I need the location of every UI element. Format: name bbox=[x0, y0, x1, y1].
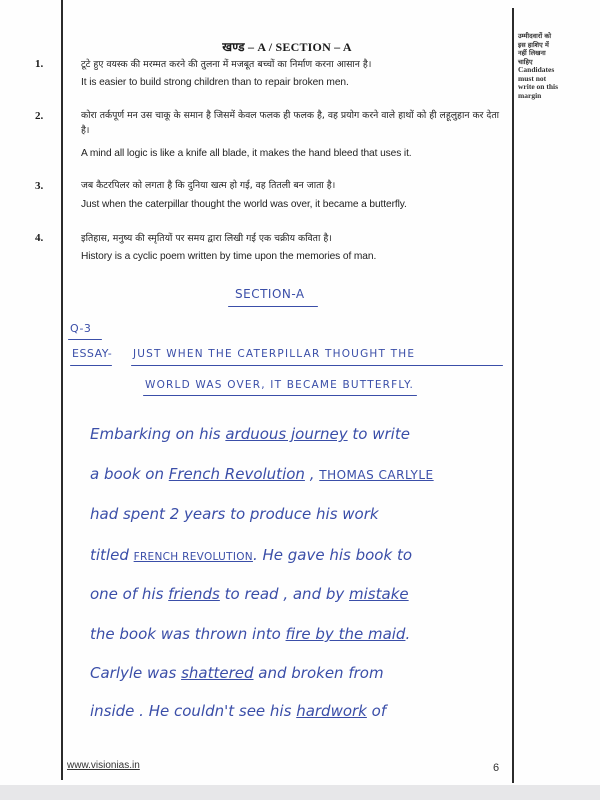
right-margin-rule bbox=[512, 8, 514, 783]
essay-text-underlined: fire by the maid bbox=[285, 625, 406, 643]
essay-text: and broken from bbox=[253, 664, 384, 682]
essay-text: . bbox=[405, 625, 411, 643]
essay-line bbox=[90, 465, 434, 483]
essay-text-underlined: arduous journey bbox=[225, 425, 348, 443]
essay-line bbox=[90, 546, 412, 564]
essay-text: one of his bbox=[90, 585, 169, 603]
essay-text: a book on bbox=[90, 465, 169, 483]
essay-text: Embarking on his bbox=[90, 425, 226, 443]
question-hindi: इतिहास, मनुष्य की स्मृतियों पर समय द्वारा लिखी गई एक चक्रीय कविता है। bbox=[81, 233, 332, 244]
underline bbox=[143, 395, 417, 396]
essay-text: Carlyle was bbox=[90, 664, 182, 682]
essay-text: titled bbox=[90, 546, 134, 564]
essay-text: . He gave his book to bbox=[252, 546, 412, 564]
footer-website-link[interactable]: www.visionias.in bbox=[67, 760, 140, 771]
handwritten-essay-title-line2: WORLD WAS OVER, IT BECAME BUTTERFLY. bbox=[145, 379, 415, 391]
essay-text-underlined: THOMAS CARLYLE bbox=[319, 468, 434, 482]
margin-instruction bbox=[518, 32, 598, 100]
underline bbox=[131, 365, 503, 366]
question-hindi: जब कैटरपिलर को लगता है कि दुनिया खत्म हो गई, वह तितली बन जाता है। bbox=[81, 180, 336, 191]
question-hindi: कोरा तर्कपूर्ण मन उस चाकू के समान है जिसमें केवल फलक ही फलक है, वह प्रयोग करने वाले हाथों को ही लहूलुहान कर देता है। bbox=[81, 110, 500, 136]
underline bbox=[68, 339, 102, 340]
essay-text: of bbox=[366, 702, 387, 720]
essay-text: inside . He couldn't see his bbox=[90, 702, 297, 720]
essay-text-underlined: French Revolution bbox=[168, 465, 305, 483]
question-number: 4. bbox=[35, 232, 44, 244]
essay-line bbox=[90, 664, 384, 682]
essay-text: , bbox=[304, 465, 320, 483]
essay-text: to read , and by bbox=[219, 585, 350, 603]
essay-text-underlined: hardwork bbox=[296, 702, 367, 720]
essay-text-underlined: FRENCH REVOLUTION bbox=[133, 551, 253, 563]
question-english: It is easier to build strong children than to repair broken men. bbox=[81, 77, 349, 88]
question-hindi: टूटे हुए वयस्क की मरम्मत करने की तुलना में मजबूत बच्चों का निर्माण करना आसान है। bbox=[81, 59, 372, 70]
handwritten-question-label: Q-3 bbox=[70, 322, 92, 335]
essay-line bbox=[90, 585, 409, 603]
essay-line bbox=[90, 625, 410, 643]
handwritten-section-label: SECTION-A bbox=[235, 287, 305, 301]
essay-text-underlined: mistake bbox=[349, 585, 409, 603]
left-margin-rule bbox=[61, 0, 63, 780]
handwritten-essay-label: ESSAY- bbox=[72, 347, 113, 360]
essay-text: to write bbox=[347, 425, 410, 443]
question-english: A mind all logic is like a knife all blade, it makes the hand bleed that uses it. bbox=[81, 148, 412, 159]
essay-line bbox=[90, 425, 410, 443]
question-number: 2. bbox=[35, 110, 44, 122]
margin-instruction-english: Candidates must not write on this margin bbox=[518, 65, 558, 100]
question-english: History is a cyclic poem written by time upon the memories of man. bbox=[81, 251, 377, 262]
page-number: 6 bbox=[493, 762, 500, 774]
underline bbox=[228, 306, 318, 307]
question-number: 1. bbox=[35, 58, 44, 70]
essay-line: had spent 2 years to produce his work bbox=[90, 505, 379, 523]
essay-text: the book was thrown into bbox=[90, 625, 286, 643]
underline bbox=[70, 365, 112, 366]
scan-edge bbox=[0, 785, 600, 800]
essay-text-underlined: friends bbox=[168, 585, 220, 603]
question-number: 3. bbox=[35, 180, 44, 192]
question-english: Just when the caterpillar thought the world was over, it became a butterfly. bbox=[81, 199, 407, 210]
essay-text-underlined: shattered bbox=[181, 664, 254, 682]
section-heading: खण्ड – A / SECTION – A bbox=[222, 40, 352, 54]
essay-line bbox=[90, 702, 386, 720]
handwritten-essay-title-line1: JUST WHEN THE CATERPILLAR THOUGHT THE bbox=[133, 348, 416, 360]
margin-instruction-hindi: उम्मीदवारों को इस हाशिए में नहीं लिखना चाहिए bbox=[518, 32, 552, 66]
